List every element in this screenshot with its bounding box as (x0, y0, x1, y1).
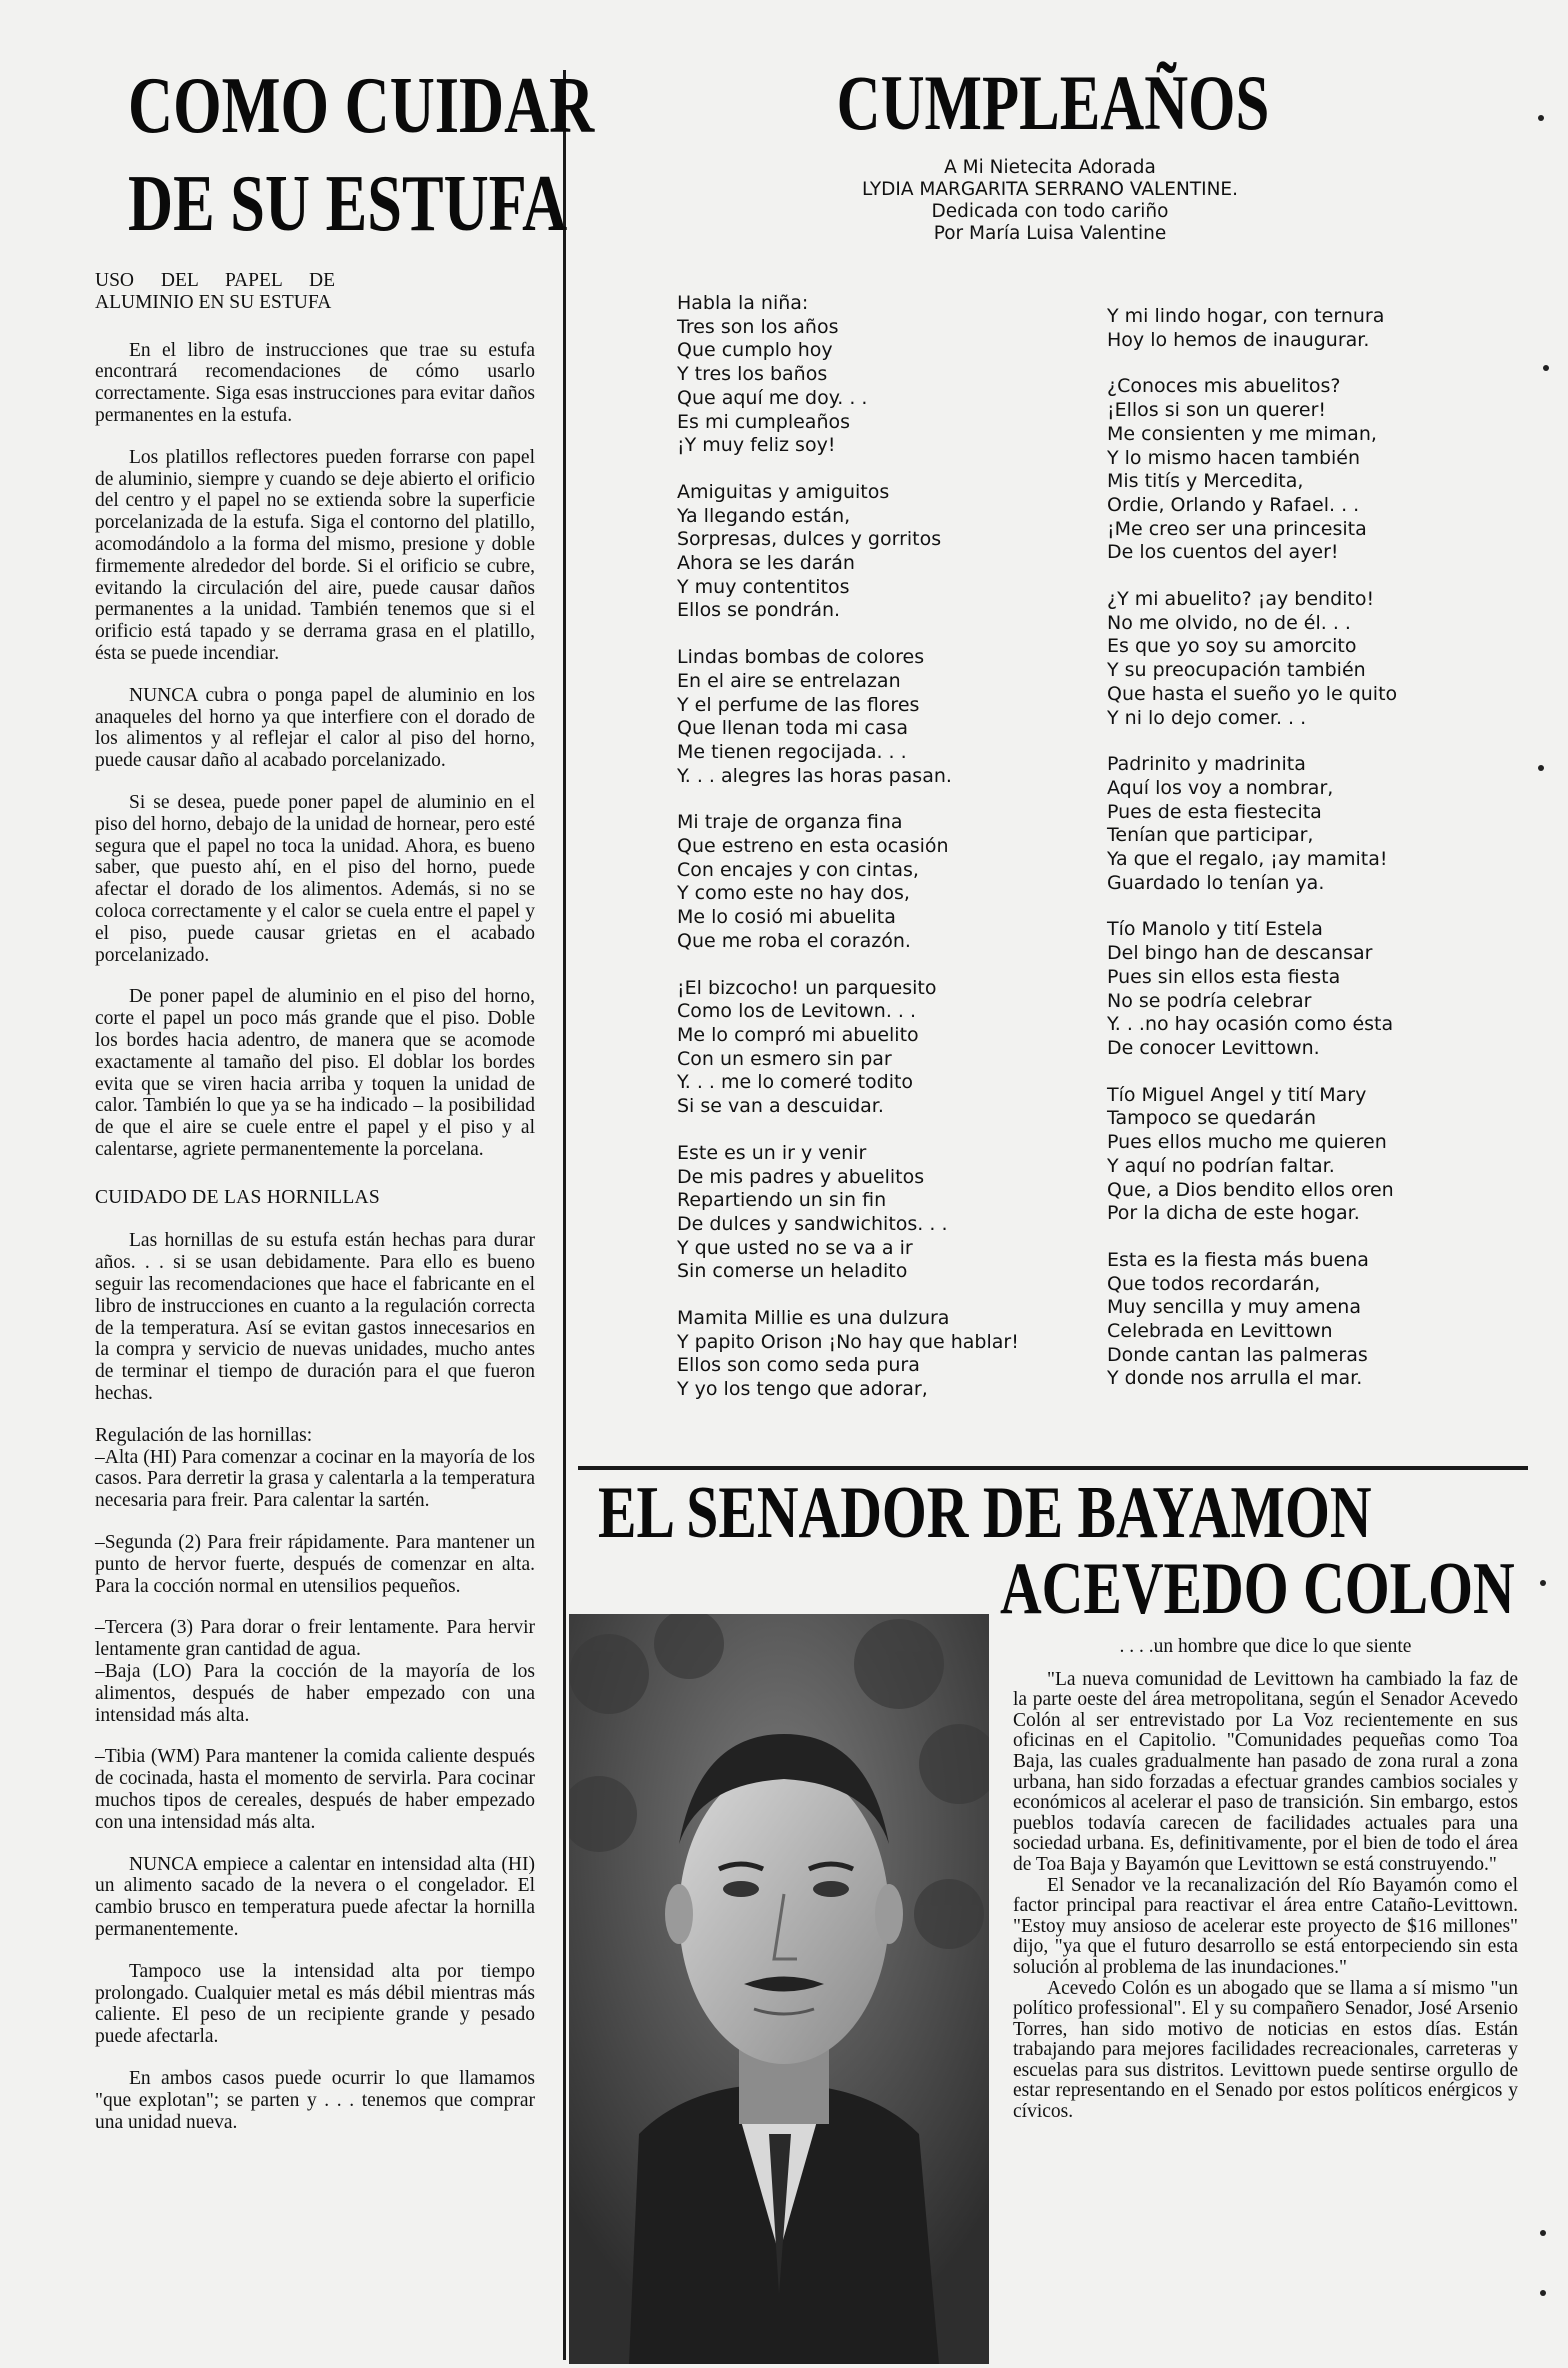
print-speck (1540, 2290, 1546, 2296)
regulation-heading: Regulación de las hornillas: (95, 1424, 313, 1446)
poem-line: Y que usted no se va a ir (677, 1236, 913, 1259)
poem-line: Sin comerse un heladito (677, 1260, 908, 1283)
poem-line: Ahora se les darán (677, 552, 855, 575)
poem-line: ¡Ellos si son un querer! (1107, 399, 1326, 422)
closing-paragraph: Tampoco use la intensidad alta por tiempo prolongado. Cualquier metal es más débil mientras más caliente. El peso de un recipiente grande y pesado puede afectarla. (95, 1960, 535, 2048)
poem-line: Tres son los años (677, 315, 839, 338)
poem-line: En el aire se entrelazan (677, 669, 901, 692)
poem-line: Muy sencilla y muy amena (1107, 1296, 1361, 1319)
poem-right-column (1107, 305, 1527, 1414)
poem-line: Ya llegando están, (677, 504, 851, 527)
senator-title-line1-wrap (598, 1472, 1568, 1554)
senator-title-line2: ACEVEDO COLON (1000, 1548, 1515, 1630)
section1-paragraph: De poner papel de aluminio en el piso del horno, corte el papel un poco más grande que el piso. Doble los bordes hacia adentro, de manera que se acomode exactamente al tamaño del piso. El doblar los bordes evita que se viren hacia arriba y toquen la unidad de calor. También lo que ya se ha indicado – la posibilidad de que el aire se cuele entre el papel y el piso y al calentarse, agriete permanentemente la porcelana. (95, 986, 535, 1160)
poem-line: Y papito Orison ¡No hay que hablar! (677, 1330, 1019, 1353)
senator-portrait-image (569, 1614, 989, 2364)
poem-title: CUMPLEAÑOS (836, 59, 1270, 146)
poem-line: Que me roba el corazón. (677, 929, 911, 952)
poem-line: Padrinito y madrinita (1107, 753, 1306, 776)
poem-stanza (1107, 588, 1527, 730)
poem-stanza (677, 646, 1077, 788)
section1-paragraph: Los platillos reflectores pueden forrarse con papel de aluminio, siempre y cuando se deje abierto el orificio del centro y el papel no se extienda sobre la superficie porcelanizada de la estufa. Siga el contorno del platillo, acomodándolo a la forma del mismo, presione y doble firmemente alrededor del borde. Si el orificio se cubre, evitando la circulación del aire, puede causar daños permanentes a la unidad. También tenemos que si el orificio está tapado y se derrama grasa en el platillo, ésta se puede incendiar. (95, 446, 535, 664)
closing-paragraph: NUNCA empiece a calentar en intensidad alta (HI) un alimento sacado de la nevera o el congelador. El cambio brusco en temperatura puede afectar la hornilla permanentemente. (95, 1853, 535, 1940)
poem-title-wrap (578, 59, 1528, 146)
poem-line: Me tienen regocijada. . . (677, 740, 907, 763)
regulation-item: –Tibia (WM) Para mantener la comida caliente después de cocinada, hasta el momento de servirla. Para cocinar muchos tipos de cereales, después de haber empezado con una intensidad más alta. (95, 1746, 535, 1833)
poem-line: Ellos se pondrán. (677, 599, 841, 622)
poem-stanza (1107, 1249, 1527, 1391)
poem-line: Hoy lo hemos de inaugurar. (1107, 328, 1370, 351)
poem-line: Donde cantan las palmeras (1107, 1343, 1368, 1366)
print-speck (1538, 765, 1544, 771)
poem-line: Tío Manolo y tití Estela (1107, 918, 1323, 941)
poem-stanza (1107, 753, 1527, 895)
section2-heading: CUIDADO DE LAS HORNILLAS (95, 1186, 381, 1208)
poem-line: Que aquí me doy. . . (677, 386, 868, 409)
poem-line: Y su preocupación también (1107, 659, 1366, 682)
poem-line: Habla la niña: (677, 292, 809, 314)
poem-line: Me lo compró mi abuelito (677, 1023, 919, 1046)
poem-line: Amiguitas y amiguitos (677, 480, 890, 503)
poem-line: No se podría celebrar (1107, 989, 1312, 1012)
poem-line: Pues sin ellos esta fiesta (1107, 965, 1341, 988)
poem-line: Mis titís y Mercedita, (1107, 470, 1304, 493)
poem-line: No me olvido, no de él. . . (1107, 611, 1351, 634)
poem-stanza (677, 977, 1077, 1119)
poem-line: Del bingo han de descansar (1107, 942, 1373, 965)
poem-line: Mamita Millie es una dulzura (677, 1307, 950, 1330)
poem-line: Ellos son como seda pura (677, 1354, 920, 1377)
poem-line: Mi traje de organza fina (677, 811, 903, 834)
poem-line: Y el perfume de las flores (677, 693, 920, 716)
poem-line: Tampoco se quedarán (1107, 1107, 1317, 1130)
poem-line: ¡Y muy feliz soy! (677, 434, 836, 457)
poem-line: Ya que el regalo, ¡ay mamita! (1107, 848, 1388, 871)
poem-line: Y ni lo dejo comer. . . (1107, 706, 1307, 729)
poem-line: Y yo los tengo que adorar, (677, 1378, 928, 1401)
section1-paragraph: NUNCA cubra o ponga papel de aluminio en los anaqueles del horno ya que interfiere con el dorado de los alimentos y al reflejar el calor al piso del horno, puede causar daño al acabado porcelanizado. (95, 684, 535, 772)
section1-paragraph: Si se desea, puede poner papel de aluminio en el piso del horno, debajo de la unidad de hornear, pero esté segura que el papel no toca la unidad. Ahora, es bueno saber, que puesto ahí, en el piso del horno, puede afectar el dorado de los alimentos. Además, si no se coloca correctamente y el calor se cuela entre el papel y el piso, puede causar grietas en el acabado porcelanizado. (95, 791, 535, 966)
poem-line: Con encajes y con cintas, (677, 858, 919, 881)
column-divider (563, 70, 566, 2360)
poem-stanza (677, 1142, 1077, 1284)
poem-line: De dulces y sandwichitos. . . (677, 1212, 948, 1235)
dedication-line: Por María Luisa Valentine (933, 223, 1167, 244)
poem-line: Y mi lindo hogar, con ternura (1107, 305, 1385, 327)
senator-article-body (1013, 1637, 1518, 2123)
poem-dedication (750, 157, 1350, 245)
print-speck (1538, 115, 1544, 121)
poem-line: Que todos recordarán, (1107, 1272, 1321, 1295)
poem-line: Que estreno en esta ocasión (677, 835, 949, 858)
stove-title-line2: DE SU ESTUFA (128, 160, 568, 248)
senator-tagline: . . . .un hombre que dice lo que siente (1119, 1636, 1412, 1657)
regulation-item: –Segunda (2) Para freir rápidamente. Para mantener un punto de hervor fuerte, después de comenzar en alta. Para la cocción normal en utensilios pequeños. (95, 1532, 535, 1597)
poem-line: ¡El bizcocho! un parquesito (677, 976, 937, 999)
poem-stanza (677, 1307, 1077, 1402)
poem-line: Repartiendo un sin fin (677, 1189, 887, 1212)
poem-line: Y muy contentitos (677, 575, 850, 598)
print-speck (1540, 2230, 1546, 2236)
senator-paragraph: El Senador ve la recanalización del Río Bayamón como el factor principal para reactivar el área entre Cataño-Levittown. "Estoy muy ansioso de acelerar este proyecto de $16 millones" dijo, "ya que el futuro desarrollo se está entorpeciendo sin esta solución al problema de las inundaciones." (1013, 1874, 1518, 1978)
poem-line: De mis padres y abuelitos (677, 1165, 925, 1188)
poem-line: Es mi cumpleaños (677, 410, 851, 433)
senator-title-line1: EL SENADOR DE BAYAMON (598, 1472, 1372, 1554)
poem-line: Tío Miguel Angel y tití Mary (1107, 1083, 1367, 1106)
dedication-line: LYDIA MARGARITA SERRANO VALENTINE. (861, 179, 1239, 200)
poem-line: Esta es la fiesta más buena (1107, 1248, 1369, 1271)
poem-line: Que, a Dios bendito ellos oren (1107, 1178, 1394, 1201)
regulation-item: –Baja (LO) Para la cocción de la mayoría de los alimentos, después de haber empezado con una intensidad más alta. (95, 1661, 535, 1726)
poem-stanza (677, 292, 1077, 458)
poem-line: Este es un ir y venir (677, 1141, 867, 1164)
poem-line: Tenían que participar, (1107, 824, 1314, 847)
poem-line: Como los de Levitown. . . (677, 1000, 917, 1023)
poem-line: Y. . .no hay ocasión como ésta (1107, 1013, 1394, 1036)
section1-paragraph: En el libro de instrucciones que trae su estufa encontrará recomendaciones de cómo usarlo correctamente. Siga esas instrucciones para evitar daños permanentes en la estufa. (95, 339, 535, 426)
poem-line: De conocer Levittown. (1107, 1036, 1320, 1059)
poem-stanza (677, 481, 1077, 623)
dedication-line: A Mi Nietecita Adorada (944, 157, 1156, 178)
poem-stanza (677, 811, 1077, 953)
poem-line: Por la dicha de este hogar. (1107, 1202, 1360, 1225)
poem-line: Con un esmero sin par (677, 1047, 892, 1070)
poem-line: ¿Conoces mis abuelitos? (1107, 375, 1341, 398)
poem-line: Y donde nos arrulla el mar. (1107, 1367, 1363, 1390)
poem-line: Y lo mismo hacen también (1107, 446, 1361, 469)
poem-line: Me lo cosió mi abuelita (677, 906, 896, 929)
poem-line: Y aquí no podrían faltar. (1107, 1154, 1335, 1177)
closing-paragraph: En ambos casos puede ocurrir lo que llamamos "que explotan"; se parten y . . . tenemos que comprar una unidad nueva. (95, 2067, 535, 2133)
poem-line: Que hasta el sueño yo le quito (1107, 682, 1398, 705)
poem-line: Y. . . me lo comeré todito (677, 1071, 914, 1094)
print-speck (1540, 1580, 1546, 1586)
poem-line: De los cuentos del ayer! (1107, 541, 1339, 564)
poem-line: Me consienten y me miman, (1107, 422, 1377, 445)
regulation-item: –Alta (HI) Para comenzar a cocinar en la mayoría de los casos. Para derretir la grasa y calentarla a la temperatura necesaria para freir. Para calentar la sartén. (95, 1446, 535, 1512)
poem-line: Guardado lo tenían ya. (1107, 871, 1325, 894)
poem-line: Que llenan toda mi casa (677, 717, 909, 740)
poem-stanza (1107, 1084, 1527, 1226)
poem-line: Lindas bombas de colores (677, 646, 925, 669)
poem-line: Pues ellos mucho me quieren (1107, 1131, 1387, 1154)
poem-line: Y como este no hay dos, (677, 882, 910, 905)
poem-line: Que cumplo hoy (677, 339, 833, 362)
senator-paragraph: Acevedo Colón es un abogado que se llama a sí mismo "un político professional". El y su compañero Senador, José Arsenio Torres, han sido motivo de noticias en estos días. Están trabajando para mejores facilidades recreacionales, carreteras y escuelas para sus distritos. Levittown puede sentirse orgullo de estar representando en el Senado por estos políticos enérgicos y cívicos. (1013, 1977, 1518, 2123)
poem-stanza (1107, 375, 1527, 565)
stove-title-line1: COMO CUIDAR (128, 62, 595, 150)
section2-intro: Las hornillas de su estufa están hechas para durar años. . . si se usan debidamente. Para ello es bueno seguir las recomendaciones que hace el fabricante en el libro de instrucciones en cuanto a la regulación correcta de la temperatura. Así se evitan gastos innecesarios en la compra y servicio de nuevas unidades, mucho antes de terminar el tiempo de duración para el que fueron hechas. (95, 1230, 535, 1405)
poem-line: Ordie, Orlando y Rafael. . . (1107, 493, 1360, 516)
senator-photo (569, 1614, 989, 2364)
poem-line: Sorpresas, dulces y gorritos (677, 528, 942, 551)
poem-left-column (677, 292, 1077, 1425)
senator-paragraph: "La nueva comunidad de Levittown ha cambiado la faz de la parte oeste del área metropolitana, según el Senador Acevedo Colón al ser entrevistado por La Voz recientemente en sus oficinas en el Capitolio. "Comunidades pequeñas como Toa Baja, las cuales gradualmente han pasado de zona rural a zona urbana, han sido forzadas a efectuar grandes cambios sociales y económicos al acelerar el paso de transición. Sin embargo, estos pueblos todavía carecen de facilidades actuales para una sociedad urbana. Es, definitivamente, por el bien de todo el área de Toa Baja y Bayamón que Levittown se está construyendo." (1013, 1668, 1518, 1875)
poem-stanza (1107, 305, 1527, 352)
poem-line: Si se van a descuidar. (677, 1095, 884, 1118)
poem-line: Y. . . alegres las horas pasan. (677, 764, 952, 787)
poem-line: Pues de esta fiestecita (1107, 800, 1322, 823)
poem-line: ¡Me creo ser una princesita (1107, 517, 1367, 540)
dedication-line: Dedicada con todo cariño (931, 201, 1169, 222)
poem-stanza (1107, 918, 1527, 1060)
poem-line: Es que yo soy su amorcito (1107, 635, 1357, 658)
poem-line: ¿Y mi abuelito? ¡ay bendito! (1107, 588, 1375, 611)
senator-title-line2-wrap (1000, 1548, 1568, 1630)
stove-article-body (95, 270, 535, 2153)
regulation-item: –Tercera (3) Para dorar o freir lentamente. Para hervir lentamente gran cantidad de agua. (95, 1617, 535, 1661)
poem-line: Celebrada en Levittown (1107, 1320, 1333, 1343)
section1-heading: USO DEL PAPEL DE ALUMINIO EN SU ESTUFA (95, 270, 335, 313)
print-speck (1543, 365, 1549, 371)
section-divider (578, 1466, 1528, 1470)
poem-line: Aquí los voy a nombrar, (1107, 776, 1334, 799)
poem-line: Y tres los baños (677, 363, 828, 386)
